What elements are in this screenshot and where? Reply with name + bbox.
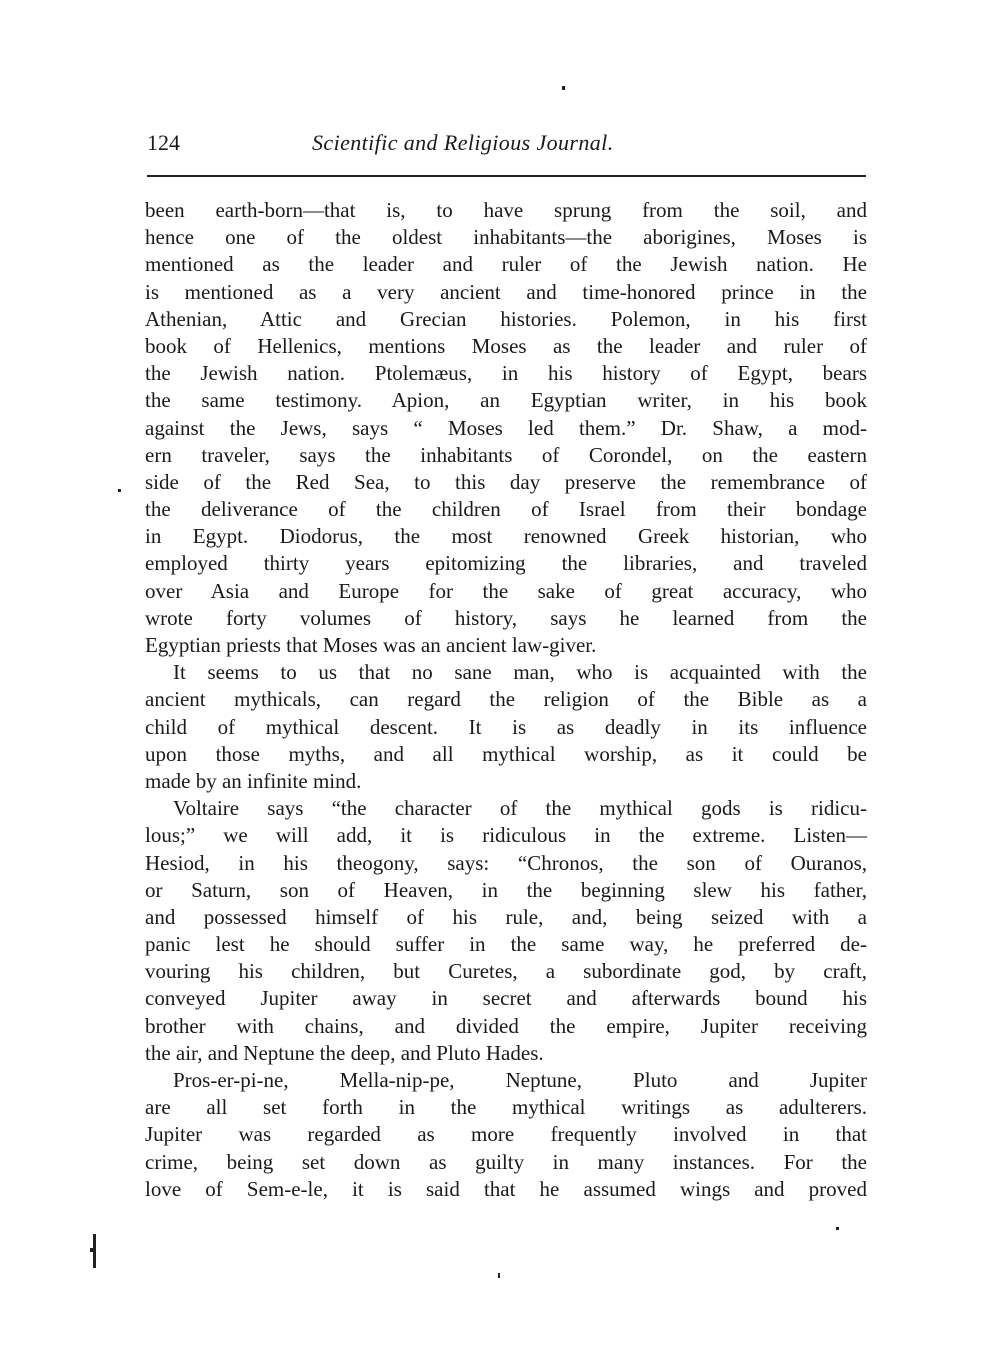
- text-line: side of the Red Sea, to this day preserve the remembrance of: [145, 469, 867, 494]
- text-line: and possessed himself of his rule, and, being seized with a: [145, 904, 867, 929]
- text-line: the same testimony. Apion, an Egyptian writer, in his book: [145, 388, 867, 413]
- text-line: Pros-er-pi-ne, Mella-nip-pe, Neptune, Pluto and Jupiter: [173, 1068, 867, 1092]
- text-line: the air, and Neptune the deep, and Pluto Hades.: [145, 1040, 544, 1065]
- text-line: the Jewish nation. Ptolemæus, in his history of Egypt, bears: [145, 361, 867, 386]
- text-line: child of mythical descent. It is as deadly in its influence: [145, 714, 867, 739]
- body-text: [145, 197, 867, 1203]
- text-line: Voltaire says “the character of the mythical gods is ridicu-: [173, 796, 867, 821]
- text-line: Jupiter was regarded as more frequently involved in that: [145, 1122, 867, 1147]
- running-title: Scientific and Religious Journal.: [312, 130, 614, 155]
- page-header: [147, 128, 865, 162]
- scan-speck: [836, 1227, 839, 1230]
- text-line: over Asia and Europe for the sake of great accuracy, who: [145, 578, 867, 603]
- text-line: vouring his children, but Curetes, a subordinate god, by craft,: [145, 959, 867, 984]
- text-line: wrote forty volumes of history, says he learned from the: [145, 605, 867, 630]
- text-line: It seems to us that no sane man, who is acquainted with the: [173, 660, 867, 685]
- text-line: Athenian, Attic and Grecian histories. Polemon, in his first: [145, 306, 867, 331]
- text-line: brother with chains, and divided the empire, Jupiter receiving: [145, 1013, 867, 1038]
- text-line: Hesiod, in his theogony, says: “Chronos, the son of Ouranos,: [145, 850, 867, 875]
- text-line: are all set forth in the mythical writings as adulterers.: [145, 1095, 867, 1120]
- header-rule: [147, 175, 866, 177]
- text-line: upon those myths, and all mythical worship, as it could be: [145, 741, 867, 766]
- text-line: panic lest he should suffer in the same way, he preferred de-: [145, 932, 867, 957]
- text-line: been earth-born—that is, to have sprung from the soil, and: [145, 198, 867, 222]
- text-line: in Egypt. Diodorus, the most renowned Greek historian, who: [145, 524, 867, 549]
- text-line: crime, being set down as guilty in many instances. For the: [145, 1149, 867, 1174]
- text-line: book of Hellenics, mentions Moses as the leader and ruler of: [145, 333, 867, 358]
- text-line: made by an infinite mind.: [145, 768, 362, 793]
- text-line: ancient mythicals, can regard the religion of the Bible as a: [145, 687, 867, 712]
- scan-speck: [498, 1273, 500, 1278]
- scan-mark: [90, 1248, 96, 1252]
- text-line: ern traveler, says the inhabitants of Corondel, on the eastern: [145, 442, 867, 467]
- page-number: 124: [147, 130, 180, 155]
- scan-speck: [562, 86, 565, 90]
- text-line: against the Jews, says “ Moses led them.” Dr. Shaw, a mod-: [145, 415, 867, 440]
- text-line: is mentioned as a very ancient and time-honored prince in the: [145, 279, 867, 304]
- text-line: mentioned as the leader and ruler of the Jewish nation. He: [145, 252, 867, 277]
- text-line: Egyptian priests that Moses was an ancient law-giver.: [145, 633, 597, 657]
- text-line: or Saturn, son of Heaven, in the beginning slew his father,: [145, 877, 867, 902]
- text-line: love of Sem-e-le, it is said that he assumed wings and proved: [145, 1176, 867, 1201]
- text-line: hence one of the oldest inhabitants—the aborigines, Moses is: [145, 225, 867, 250]
- scan-speck: [118, 489, 121, 492]
- text-line: lous;” we will add, it is ridiculous in the extreme. Listen—: [145, 823, 867, 848]
- text-line: the deliverance of the children of Israel from their bondage: [145, 497, 867, 522]
- text-line: conveyed Jupiter away in secret and afterwards bound his: [145, 986, 867, 1011]
- text-line: employed thirty years epitomizing the libraries, and traveled: [145, 551, 867, 576]
